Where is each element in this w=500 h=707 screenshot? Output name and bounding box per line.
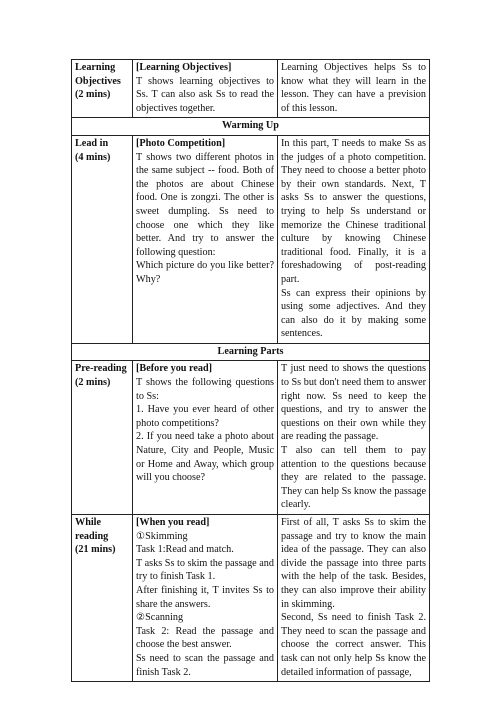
activity-text: Task 1:Read and match. bbox=[136, 544, 234, 556]
activity-text: Task 2: Read the passage and choose the best answer. bbox=[136, 625, 274, 651]
purpose-text: Learning Objectives helps Ss to know what they will learn in the lesson. They can have a prevision of this lesson. bbox=[281, 62, 426, 114]
section-heading: Learning Parts bbox=[72, 343, 430, 361]
stage-label: Learning bbox=[75, 62, 116, 73]
purpose-text: T just need to shows the questions to Ss but don't need them to answer right now. Ss need to keep the questions, and try to answer the questions on their own while they are reading the passage. bbox=[281, 363, 426, 443]
activity-title: [When you read] bbox=[136, 517, 210, 528]
stage-cell bbox=[72, 515, 133, 682]
purpose-text: Ss can express their opinions by using some adjectives. And they can also do it by making some sentences. bbox=[281, 287, 426, 340]
stage-label: (2 mins) bbox=[75, 377, 111, 389]
stage-row bbox=[72, 515, 430, 682]
purpose-cell bbox=[278, 515, 430, 682]
section-row bbox=[72, 343, 430, 361]
activity-cell bbox=[133, 361, 278, 515]
purpose-text: Second, Ss need to finish Task 2. They need to scan the passage and choose the correct answer. This task can not only help Ss know the detailed information of passage, bbox=[281, 612, 426, 678]
stage-label: (2 mins) bbox=[75, 89, 111, 101]
activity-title: [Learning Objectives] bbox=[136, 62, 232, 73]
activity-cell bbox=[133, 515, 278, 682]
activity-text: T asks Ss to skim the passage and try to finish Task 1. bbox=[136, 557, 274, 583]
activity-text: T shows the following questions to Ss: bbox=[136, 377, 274, 402]
stage-row bbox=[72, 60, 430, 118]
stage-label: Pre-reading bbox=[75, 363, 127, 375]
lesson-plan-body bbox=[72, 60, 430, 682]
stage-label: Objectives bbox=[75, 75, 121, 87]
activity-text: 1. Have you ever heard of other photo competitions? bbox=[136, 404, 274, 429]
stage-label: Lead in bbox=[75, 137, 109, 149]
activity-text: After finishing it, T invites Ss to share the answers. bbox=[136, 584, 274, 610]
activity-text: ②Scanning bbox=[136, 612, 184, 624]
activity-title: [Photo Competition] bbox=[136, 137, 226, 149]
stage-label: (21 mins) bbox=[75, 544, 116, 556]
stage-row bbox=[72, 135, 430, 343]
activity-text: 2. If you need take a photo about Nature, City and People, Music or Home and Away, which group will you choose? bbox=[136, 431, 274, 484]
stage-cell bbox=[72, 60, 133, 118]
section-row bbox=[72, 118, 430, 136]
stage-label: reading bbox=[75, 530, 109, 542]
purpose-text: First of all, T asks Ss to skim the passage and try to know the main idea of the passage. They can also divide the passage into three parts with the help of the task. Besides, they can also improve their ability in skimming. bbox=[281, 517, 426, 610]
stage-label: (4 mins) bbox=[75, 151, 111, 163]
activity-text: Which picture do you like better? Why? bbox=[136, 260, 274, 285]
activity-cell bbox=[133, 60, 278, 118]
activity-text: T shows learning objectives to Ss. T can also ask Ss to read the objectives together. bbox=[136, 75, 274, 114]
lesson-plan-table bbox=[71, 59, 430, 682]
purpose-cell bbox=[278, 361, 430, 515]
stage-label: While bbox=[75, 517, 102, 528]
stage-cell bbox=[72, 361, 133, 515]
section-heading: Warming Up bbox=[72, 118, 430, 136]
stage-row bbox=[72, 361, 430, 515]
stage-cell bbox=[72, 135, 133, 343]
activity-text: T shows two different photos in the same subject -- food. Both of the photos are about Chinese food. One is zongzi. The other is sweet dumpling. Ss need to choose one which they like better. And try to answer the following question: bbox=[136, 151, 274, 258]
purpose-text: T also can tell them to pay attention to the questions because they are related to the passage. They can help Ss know the passage clearly. bbox=[281, 445, 426, 511]
purpose-cell bbox=[278, 135, 430, 343]
activity-cell bbox=[133, 135, 278, 343]
purpose-cell bbox=[278, 60, 430, 118]
activity-title: [Before you read] bbox=[136, 363, 213, 375]
activity-text: Ss need to scan the passage and finish Task 2. bbox=[136, 652, 274, 678]
activity-text: ①Skimming bbox=[136, 530, 188, 542]
purpose-text: In this part, T needs to make Ss as the judges of a photo competition. They need to choose a better photo by their own standards. Next, T asks Ss to answer the questions, trying to help Ss understand or memorize the Chinese traditional culture by knowing Chinese traditional food. Finally, it is a foreshadowing of post-reading part. bbox=[281, 137, 426, 285]
